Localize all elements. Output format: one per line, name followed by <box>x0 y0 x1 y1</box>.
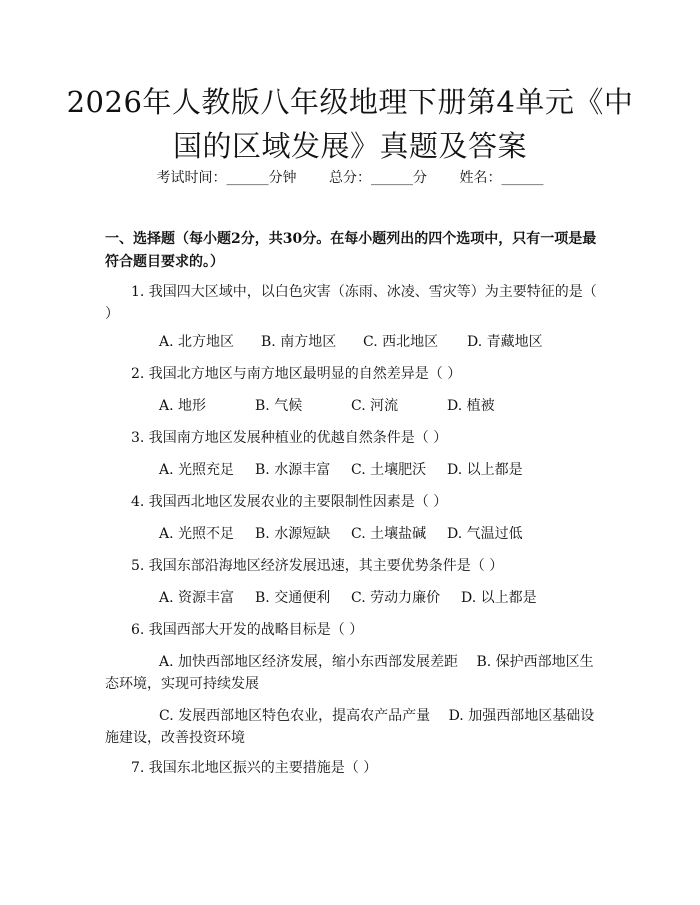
option: C. 劳动力廉价 <box>351 590 441 606</box>
option: D. 气温过低 <box>447 526 523 542</box>
option: D. 植被 <box>447 398 495 414</box>
question-6-stem: 6. 我国西部大开发的战略目标是（ ） <box>131 622 364 638</box>
option: A. 地形 <box>159 398 207 414</box>
question-2-stem: 2. 我国北方地区与南方地区最明显的自然差异是（ ） <box>131 366 462 382</box>
option: D. 青藏地区 <box>467 334 543 350</box>
exam-time: 考试时间：______分钟 <box>156 170 297 186</box>
option: C. 西北地区 <box>363 334 439 350</box>
option: D. 以上都是 <box>461 590 537 606</box>
option: D. 以上都是 <box>447 462 523 478</box>
question-6-options-cd <box>105 705 600 749</box>
option: C. 土壤盐碱 <box>351 526 427 542</box>
option: B. 水源短缺 <box>255 526 331 542</box>
question-1-options <box>105 331 600 353</box>
question-6-options-ab <box>105 651 600 695</box>
question-3-options <box>105 459 600 481</box>
option: D. 加强西部地区基础设施建设，改善投资环境 <box>105 708 595 746</box>
option: C. 土壤肥沃 <box>351 462 427 478</box>
question-4-options <box>105 523 600 545</box>
section-title: 一、选择题（每小题2分，共30分。在每小题列出的四个选项中，只有一项是最符合题目要求的。） <box>105 231 597 270</box>
option: C. 发展西部地区特色农业，提高农产品产量 <box>159 708 431 724</box>
exam-name: 姓名：______ <box>459 170 544 186</box>
question-7-stem: 7. 我国东北地区振兴的主要措施是（ ） <box>131 760 378 776</box>
exam-score: 总分：______分 <box>329 170 427 186</box>
page-title: 2026年人教版八年级地理下册第4单元《中国的区域发展》真题及答案 <box>66 85 634 163</box>
question-2-options <box>105 395 600 417</box>
option: B. 气候 <box>255 398 303 414</box>
option: B. 水源丰富 <box>255 462 331 478</box>
question-1-stem: 1. 我国四大区域中，以白色灾害（冻雨、冰凌、雪灾等）为主要特征的是（ ） <box>105 284 597 322</box>
option: A. 北方地区 <box>159 334 235 350</box>
option: B. 保护西部地区生态环境，实现可持续发展 <box>105 654 594 692</box>
question-3-stem: 3. 我国南方地区发展种植业的优越自然条件是（ ） <box>131 430 448 446</box>
option: B. 交通便利 <box>255 590 331 606</box>
option: A. 资源丰富 <box>159 590 235 606</box>
question-5-stem: 5. 我国东部沿海地区经济发展迅速，其主要优势条件是（ ） <box>131 558 504 574</box>
option: A. 光照充足 <box>159 462 235 478</box>
option: A. 光照不足 <box>159 526 235 542</box>
option: B. 南方地区 <box>261 334 337 350</box>
option: C. 河流 <box>351 398 399 414</box>
option: A. 加快西部地区经济发展，缩小东西部发展差距 <box>159 654 459 670</box>
question-4-stem: 4. 我国西北地区发展农业的主要限制性因素是（ ） <box>131 494 448 510</box>
question-5-options <box>105 587 600 609</box>
exam-meta <box>0 168 700 188</box>
